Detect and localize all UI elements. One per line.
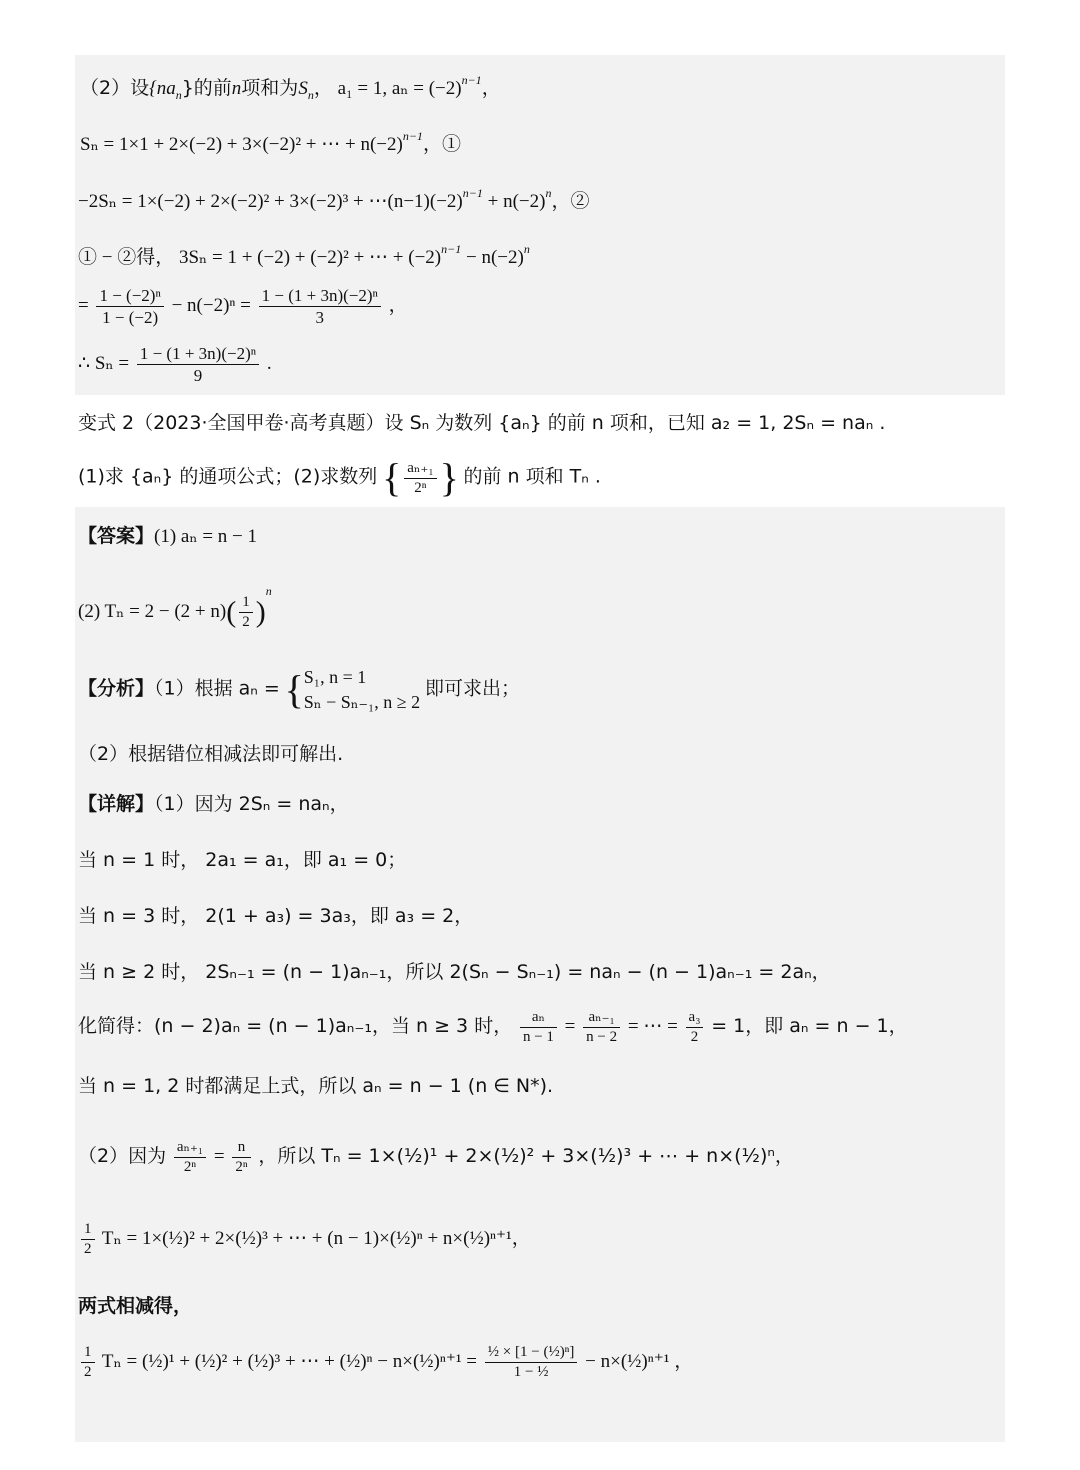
detail-line-9: 两式相减得，	[78, 1295, 193, 1317]
detail-line-8: $\frac{1}{2}$ Tₙ = 1×(½)² + 2×(½)³ + ⋯ + (n − 1)×(½)ⁿ + n×(½)ⁿ⁺¹，	[78, 1222, 531, 1257]
proof-line-6: ∴ Sₙ = $\frac{\text{1 − (1 + 3n)(−2)ⁿ}}{9}$ .	[78, 344, 272, 385]
analysis-line-2: （2）根据错位相减法即可解出.	[78, 743, 344, 765]
detail-line-2: 当 n = 1 时， 2a₁ = a₁，即 a₁ = 0；	[78, 849, 407, 871]
detail-line-3: 当 n = 3 时， 2(1 + a₃) = 3a₃，即 a₃ = 2，	[78, 905, 474, 927]
proof-line-1: （2）设$\{na_n\}$的前n项和为$S_n$， a₁ = 1, $a_n = (-2)^{n-1}$，	[80, 73, 501, 102]
detail-line-7: （2）因为 $\frac{\text{aₙ₊₁}}{\text{2ⁿ}}$ = $\frac{n}{\text{2ⁿ}}$ ，所以 Tₙ = 1×(½)¹ + 2×(½)² + 3×(½)³ + ⋯ + n×(½)ⁿ，	[78, 1139, 794, 1175]
detail-line-10: $\frac{1}{2}$ Tₙ = (½)¹ + (½)² + (½)³ + ⋯ + (½)ⁿ − n×(½)ⁿ⁺¹ = $\frac{\text{½ × [1 − (½)ⁿ]}}{\text{1 − ½}}$ − n×(½)ⁿ⁺¹ ，	[78, 1345, 693, 1380]
detail-line-4: 当 n ≥ 2 时， 2Sₙ₋₁ = (n − 1)aₙ₋₁，所以 2(Sₙ − Sₙ₋₁) = naₙ − (n − 1)aₙ₋₁ = 2aₙ，	[78, 961, 831, 983]
detail-line-5: 化简得：(n − 2)aₙ = (n − 1)aₙ₋₁，当 n ≥ 3 时， $\frac{\text{aₙ}}{n - 1}$ = $\frac{\text{aₙ₋₁}}{n - 2}$ = ⋯ = $\frac{\text{a₃}}{2}$ = 1，即 aₙ = n − 1，	[78, 1009, 908, 1045]
proof-line-5: = $\frac{\text{1 − (−2)ⁿ}}{1 - (-2)}$ − n(−2)ⁿ = $\frac{\text{1 − (1 + 3n)(−2)ⁿ}}{3}$ ，	[78, 286, 408, 327]
proof-line-2: Sₙ = 1×1 + 2×(−2) + 3×(−2)² + ⋯ + $n(-2)^{n-1}$，①	[80, 129, 461, 155]
answer-line-2: (2) Tₙ = 2 − (2 + n)( $\frac{1}{2}$ )$^n$	[78, 584, 272, 631]
detail-line-6: 当 n = 1, 2 时都满足上式，所以 aₙ = n − 1 (n ∈ N*).	[78, 1075, 554, 1097]
variant-question: (1)求 {aₙ} 的通项公式；(2)求数列 { $\frac{\text{aₙ₊₁}}{\text{2ⁿ}}$ } 的前 n 项和 Tₙ .	[78, 455, 601, 500]
proof-line-3: $-2S_n = 1\times(-2) + 2\times(-2)^2 + 3\times(-2)^3 + \cdots(n-1)(-2)^{n-1} + n(-2)^n$，②	[78, 186, 590, 212]
analysis-line-1: 【分析】（1）根据 aₙ = { S₁, n = 1 Sₙ − Sₙ₋₁, n ≥ 2 即可求出；	[78, 667, 520, 713]
answer-line-1: 【答案】(1) aₙ = n − 1	[78, 525, 258, 547]
detail-line-1: 【详解】（1）因为 2Sₙ = naₙ，	[78, 793, 349, 815]
variant-title: 变式 2（2023·全国甲卷·高考真题）设 Sₙ 为数列 {aₙ} 的前 n 项和，已知 a₂ = 1, 2Sₙ = naₙ .	[78, 412, 886, 434]
proof-line-4: ① − ②得， 3Sₙ = 1 + (−2) + (−2)² + ⋯ + $(-2)^{n-1} - n(-2)^n$	[78, 242, 530, 268]
